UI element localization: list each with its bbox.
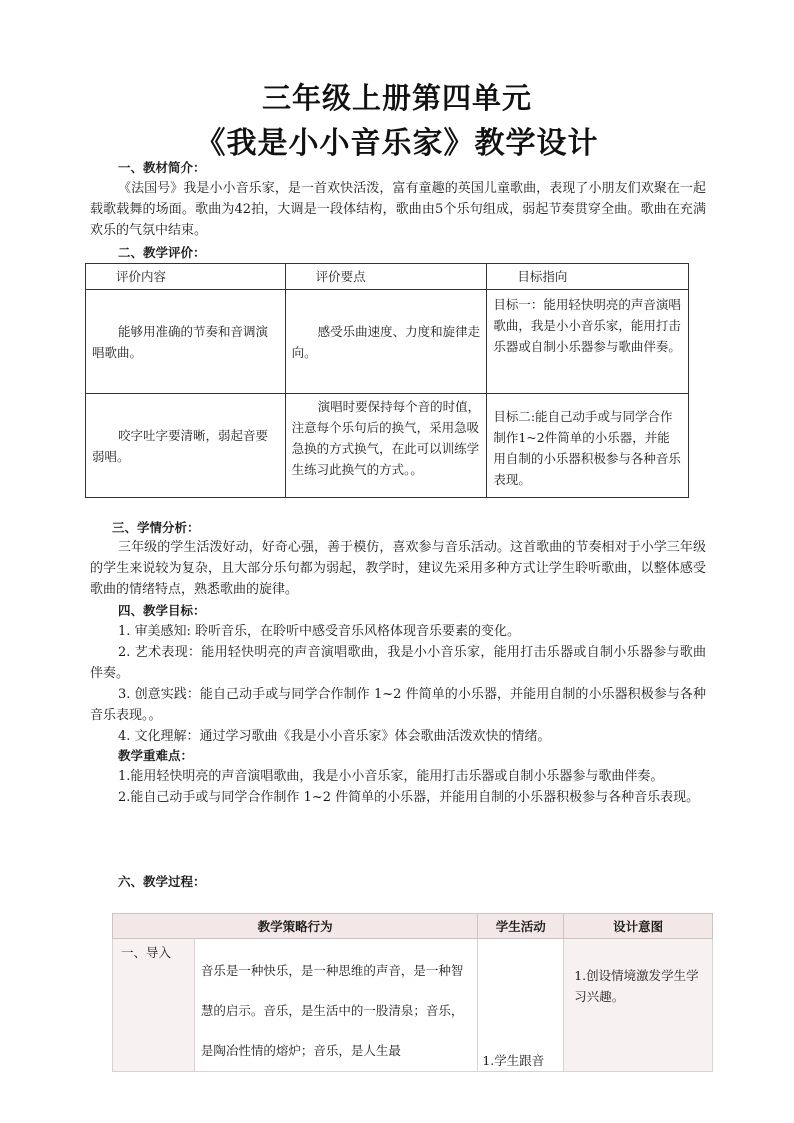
section1-heading: 一、教材简介： [118,160,206,175]
proc-activity-cell: 1.学生跟音 [478,939,564,1072]
proc-header-intent: 设计意图 [564,914,713,939]
eval-header-points: 评价要点 [285,264,487,290]
proc-header-strategy: 教学策略行为 [113,914,478,939]
proc-header-activity: 学生活动 [478,914,564,939]
eval-cell: 咬字吐字要清晰，弱起音要弱唱。 [86,394,286,498]
section6-heading: 六、教学过程： [118,874,206,889]
eval-cell: 目标一：能用轻快明亮的声音演唱歌曲，我是小小音乐家，能用打击乐器或自制小乐器参与歌曲伴奏。 [487,290,689,394]
section1-text: 《法国号》我是小小音乐家，是一首欢快活泼，富有童趣的英国儿童歌曲，表现了小朋友们欢聚在一起载歌载舞的场面。歌曲为42拍，大调是一段体结构，歌曲由5个乐句组成，弱起节奏贯穿全曲。歌曲在充满欢乐的气氛中结束。 [90,181,706,238]
section3-text: 三年级的学生活泼好动，好奇心强，善于模仿，喜欢参与音乐活动。这首歌曲的节奏相对于小学三年级的学生来说较为复杂，且大部分乐句都为弱起，教学时，建议先采用多种方式让学生聆听歌曲，以整体感受歌曲的情绪特点，熟悉歌曲的旋律。 [90,540,706,597]
evaluation-table-header [86,264,689,290]
eval-header-goal: 目标指向 [487,264,689,290]
proc-stage-cell: 一、导入 [113,939,195,1072]
proc-strategy-cell: 音乐是一种快乐，是一种思维的声音，是一种智慧的启示。音乐，是生活中的一股清泉；音乐，是陶冶性情的熔炉；音乐，是人生最 [194,939,477,1072]
objective-item-3: 3. 创意实践：能自己动手或与同学合作制作 1~2 件简单的小乐器，并能用自制的小乐器积极参与各种音乐表现。。 [90,687,706,723]
proc-intent-cell: 1.创设情境激发学生学习兴趣。 [564,939,713,1072]
process-table [112,913,713,1072]
eval-header-content: 评价内容 [86,264,286,290]
document-title-line1: 三年级上册第四单元 [261,81,532,115]
table-row [113,939,713,1072]
table-row [86,394,689,498]
objective-item-2: 2. 艺术表现：能用轻快明亮的声音演唱歌曲，我是小小音乐家，能用打击乐器或自制小乐器参与歌曲伴奏。 [90,645,706,681]
section4-heading: 四、教学目标： [118,603,206,618]
objective-item-4: 4. 文化理解：通过学习歌曲《我是小小音乐家》体会歌曲活泼欢快的情绪。 [118,729,551,744]
eval-cell: 感受乐曲速度、力度和旋律走向。 [285,290,487,394]
eval-cell: 目标二:能自己动手或与同学合作制作1~2件简单的小乐器，并能用自制的小乐器积极参与各种音乐表现。 [487,394,689,498]
evaluation-table [85,263,689,498]
eval-cell: 演唱时要保持每个音的时值，注意每个乐句后的换气，采用急吸急换的方式换气，在此可以训练学生练习此换气的方式。。 [285,394,487,498]
table-row [86,290,689,394]
document-title-line2: 《我是小小音乐家》教学设计 [195,126,599,161]
key-point-2: 2.能自己动手或与同学合作制作 1~2 件简单的小乐器，并能用自制的小乐器积极参与各种音乐表现。 [118,790,700,805]
section5-heading: 教学重难点： [118,748,194,763]
section3-heading: 三、学情分析： [112,520,200,535]
objective-item-1: 1. 审美感知: 聆听音乐，在聆听中感受音乐风格体现音乐要素的变化。 [118,624,521,639]
eval-cell: 能够用准确的节奏和音调演唱歌曲。 [86,290,286,394]
key-point-1: 1.能用轻快明亮的声音演唱歌曲，我是小小音乐家，能用打击乐器或自制小乐器参与歌曲伴奏。 [118,769,664,784]
section2-heading: 二、教学评价： [118,245,206,260]
process-table-header [113,914,713,939]
